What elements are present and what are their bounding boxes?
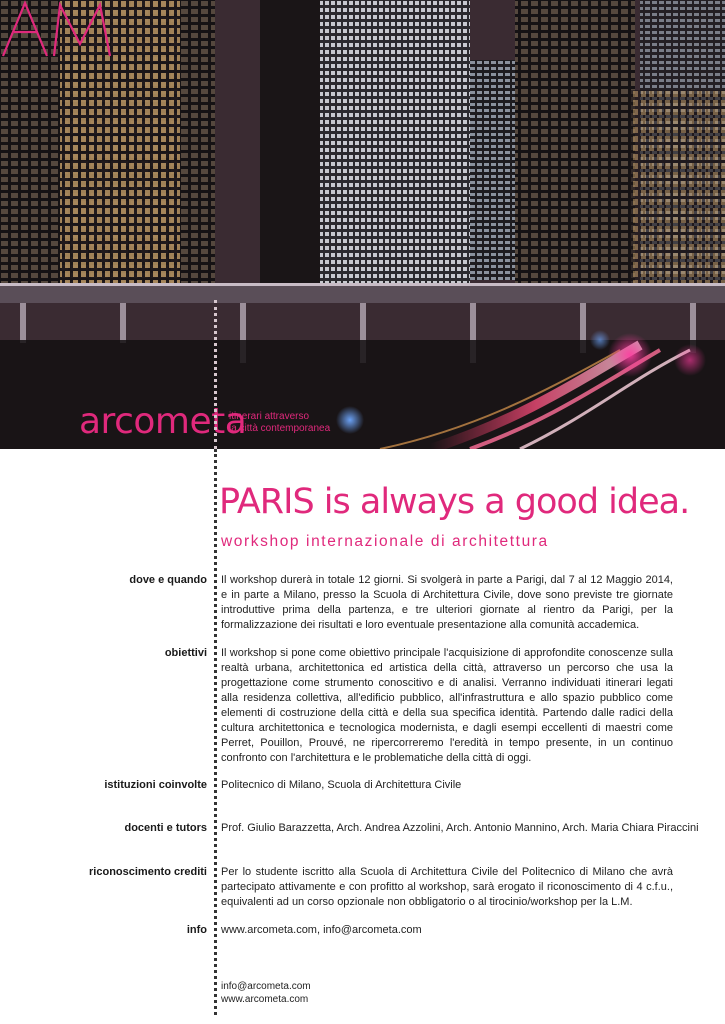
section-text-obiettivi: Il workshop si pone come obiettivo principale l'acquisizione di approfondite conoscenze sulla realtà urbana, architettonica ed artistica della città, attraverso un percorso che usa la progettazione come strumento conoscitivo e di analisi. Verranno individuati itinerari legati alla residenza collettiva, all'edificio pubblico, all'infrastruttura e allo spazio pubblico come elementi di costruzione della città e della sua specifica identità. Partendo dalle radici della cultura architettonica e tecnologica modernista, e dagli esempi eccellenti di maestri come Perret, Pouillon, Prouvé, ne ripercorreremo l'eredità in tempo presente, in un continuo confronto con l'architettura e le problematiche della città di oggi.	[221, 647, 673, 764]
dotted-separator	[214, 449, 217, 1015]
tagline-line-2: la città contemporanea	[229, 423, 331, 434]
city-skyline-illustration	[0, 0, 725, 449]
section-text-docenti: Prof. Giulio Barazzetta, Arch. Andrea Azzolini, Arch. Antonio Mannino, Arch. Maria Chiara Piraccini	[221, 822, 699, 834]
arcometa-am-logo-icon	[0, 0, 125, 60]
section-text-istituzioni: Politecnico di Milano, Scuola di Architettura Civile	[221, 779, 462, 791]
section-label-crediti: riconoscimento crediti	[89, 866, 207, 878]
section-text-dove-e-quando: Il workshop durerà in totale 12 giorni. Si svolgerà in parte a Parigi, dal 7 al 12 Maggio 2014, e in parte a Milano, presso la Scuola di Architettura Civile, dove sono previste tre giornate introduttive prima della partenza, e tre ulteriori giornate al rientro da Parigi, per la formalizzazione dei risultati e loro eventuale presentazione alla comunità accademica.	[221, 574, 673, 631]
footer-web-link[interactable]: www.arcometa.com	[221, 994, 309, 1005]
brand-tagline	[229, 411, 330, 435]
brand-name: arcometa	[79, 401, 247, 442]
footer-email-link[interactable]: info@arcometa.com	[221, 981, 311, 992]
section-label-info: info	[186, 924, 207, 936]
section-label-istituzioni: istituzioni coinvolte	[104, 779, 207, 791]
tagline-line-1: itinerari attraverso	[229, 411, 310, 422]
page-subheadline: workshop internazionale di architettura	[221, 533, 549, 550]
dotted-separator-top	[214, 300, 217, 449]
section-text-crediti: Per lo studente iscritto alla Scuola di Architettura Civile del Politecnico di Milano che avrà partecipato attivamente e con profitto al workshop, sarà erogato il riconoscimento di 4 c.f.u., equivalenti ad un corso opzionale non obbligatorio o al tirocinio/workshop per la L.M.	[221, 866, 673, 908]
section-label-obiettivi: obiettivi	[164, 647, 207, 659]
page-headline: PARIS is always a good idea.	[219, 482, 690, 522]
section-label-dove-e-quando: dove e quando	[129, 574, 207, 586]
hero-city-night-photo	[0, 0, 725, 449]
section-text-info: www.arcometa.com, info@arcometa.com	[221, 924, 422, 936]
section-label-docenti: docenti e tutors	[124, 822, 207, 834]
